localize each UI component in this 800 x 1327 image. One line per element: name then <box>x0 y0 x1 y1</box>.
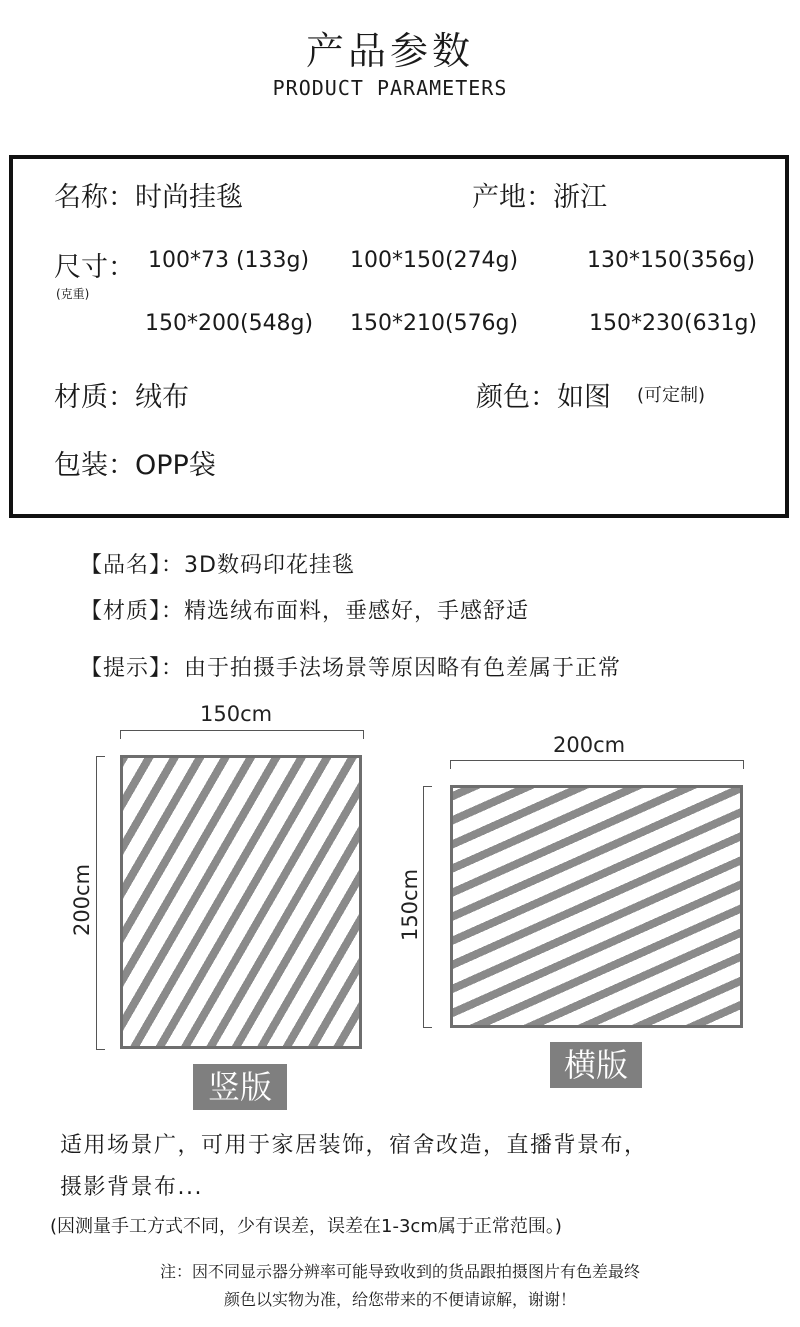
landscape-height-bracket <box>423 786 432 1028</box>
portrait-badge: 竖版 <box>193 1064 287 1110</box>
size-option: 150*200(548g) <box>145 311 314 336</box>
portrait-tapestry-diagram <box>120 755 362 1049</box>
desc-product-name: 【品名】：3D数码印花挂毯 <box>80 553 355 578</box>
product-name: 名称：时尚挂毯 <box>54 182 243 213</box>
color-label: 颜色：如图 <box>476 382 611 413</box>
size-label: 尺寸： <box>54 252 135 283</box>
material: 材质：绒布 <box>54 382 189 413</box>
size-option: 100*73 (133g) <box>148 248 310 273</box>
desc-material: 【材质】：精选绒布面料，垂感好，手感舒适 <box>80 599 530 624</box>
portrait-height-bracket <box>96 756 105 1050</box>
size-option: 130*150(356g) <box>587 248 756 273</box>
weight-note: (克重) <box>56 287 90 301</box>
landscape-width-label: 200cm <box>553 733 626 757</box>
usage-line-2: 摄影背景布... <box>60 1175 203 1200</box>
landscape-tapestry-diagram <box>450 785 743 1028</box>
landscape-width-bracket <box>450 760 744 769</box>
footer-note-1: 注：因不同显示器分辨率可能导致收到的货品跟拍摄图片有色差最终 <box>159 1262 640 1281</box>
footer-note-2: 颜色以实物为准，给您带来的不便请谅解，谢谢！ <box>223 1290 576 1309</box>
landscape-height-label: 150cm <box>398 868 422 942</box>
product-origin: 产地：浙江 <box>472 182 607 213</box>
desc-tip: 【提示】：由于拍摄手法场景等原因略有色差属于正常 <box>80 656 622 681</box>
portrait-height-label: 200cm <box>70 863 94 937</box>
portrait-width-bracket <box>120 730 364 739</box>
color-note: (可定制) <box>637 385 706 406</box>
portrait-width-label: 150cm <box>200 702 273 726</box>
size-option: 100*150(274g) <box>350 248 519 273</box>
page-title: 产品参数 <box>305 29 474 73</box>
landscape-badge: 横版 <box>550 1042 642 1088</box>
packaging: 包装：OPP袋 <box>54 450 216 481</box>
usage-line-1: 适用场景广，可用于家居装饰，宿舍改造，直播背景布， <box>60 1133 648 1158</box>
page-subtitle: PRODUCT PARAMETERS <box>272 76 508 100</box>
measure-note: (因测量手工方式不同，少有误差，误差在1-3cm属于正常范围。) <box>50 1216 562 1237</box>
size-option: 150*210(576g) <box>350 311 519 336</box>
size-option: 150*230(631g) <box>589 311 758 336</box>
